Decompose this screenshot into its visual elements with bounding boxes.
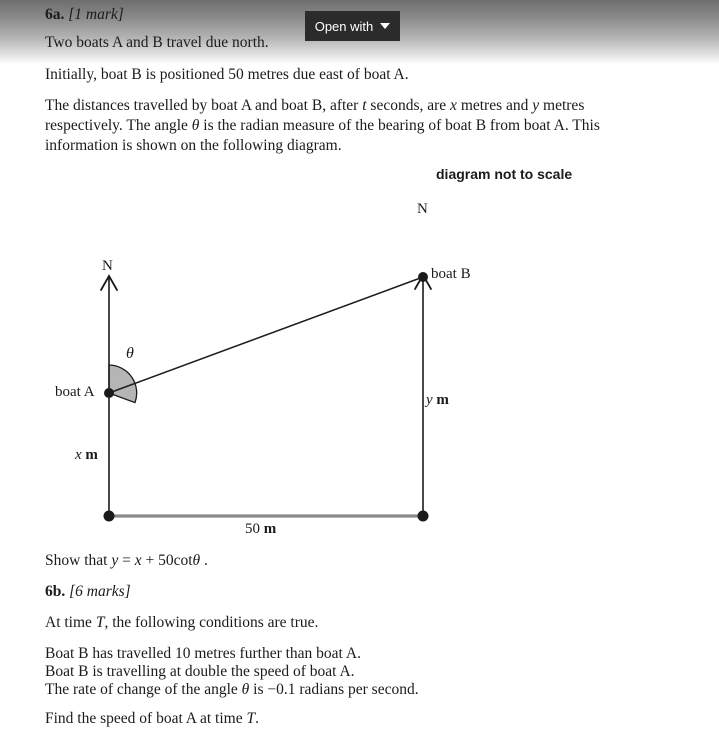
north-label-a: N (102, 258, 113, 274)
show-equals: = (118, 552, 135, 569)
find-suffix: . (255, 710, 259, 727)
part-a-marks: [1 mark] (68, 6, 124, 23)
distances-text-7: information is shown on the following diagram. (45, 137, 342, 154)
condition-var-theta: θ (241, 681, 250, 698)
at-time-suffix: , the following conditions are true. (104, 614, 319, 631)
part-b-marks: [6 marks] (69, 583, 131, 600)
open-with-button[interactable] (305, 11, 400, 41)
at-time-prefix: At time (45, 614, 96, 631)
part-a-number: 6a. (45, 6, 65, 23)
part-b-number: 6b. (45, 583, 66, 600)
condition-3-prefix: The rate of change of the angle (45, 681, 242, 698)
var-x: x (450, 97, 457, 114)
show-var-theta: θ (192, 552, 201, 569)
boat-a-point (104, 388, 114, 398)
boat-a-label: boat A (55, 384, 95, 400)
part-b-heading (45, 582, 131, 602)
chevron-down-icon (380, 23, 390, 29)
condition-1: Boat B has travelled 10 metres further than boat A. (45, 645, 361, 662)
distances-text-1: The distances travelled by boat A and boat B, after (45, 97, 363, 114)
distances-paragraph (45, 96, 645, 156)
var-T: T (95, 614, 105, 631)
y-distance-label (426, 392, 449, 409)
x-distance-var: x (75, 447, 82, 463)
x-distance-label (75, 447, 98, 464)
base-distance-value: 50 (245, 521, 260, 537)
var-theta: θ (191, 117, 200, 134)
bearing-diagram (0, 155, 719, 555)
y-distance-var: y (426, 392, 433, 408)
distances-text-6: is the radian measure of the bearing of boat B from boat A. This (199, 117, 600, 134)
show-var-y: y (111, 552, 119, 569)
y-distance-unit: m (436, 392, 449, 408)
diagram-not-to-scale-note: diagram not to scale (436, 166, 573, 182)
condition-2: Boat B is travelling at double the speed of boat A. (45, 663, 355, 680)
origin-point-a (104, 511, 115, 522)
distances-text-5: respectively. The angle (45, 117, 192, 134)
condition-3-suffix: is −0.1 radians per second. (249, 681, 419, 698)
show-that-line (45, 551, 208, 571)
find-prefix: Find the speed of boat A at time (45, 710, 247, 727)
base-distance-unit: m (263, 521, 277, 537)
distances-text-3: metres and (456, 97, 533, 114)
bearing-line-ab (109, 277, 423, 393)
base-distance-label (245, 521, 276, 538)
open-with-label: Open with (314, 18, 374, 34)
find-speed-line (45, 709, 259, 729)
at-time-line (45, 613, 318, 633)
x-distance-unit: m (85, 447, 98, 463)
intro-line: Two boats A and B travel due north. (45, 34, 269, 51)
initial-position-line: Initially, boat B is positioned 50 metres due east of boat A. (45, 66, 409, 83)
diagram-canvas (0, 155, 719, 555)
condition-3 (45, 680, 419, 700)
var-t: t (362, 97, 367, 114)
show-period: . (200, 552, 208, 569)
north-label-b: N (417, 201, 428, 217)
distances-text-2: seconds, are (366, 97, 451, 114)
part-a-heading (45, 5, 124, 25)
boat-b-label: boat B (431, 266, 471, 282)
distances-text-4: metres (539, 97, 585, 114)
show-that-prefix: Show that (45, 552, 112, 569)
origin-point-b (418, 511, 429, 522)
find-var-T: T (246, 710, 256, 727)
var-y: y (532, 97, 540, 114)
show-var-x: x (134, 552, 142, 569)
boat-b-point (418, 272, 428, 282)
angle-theta-label: θ (126, 345, 134, 362)
show-plus-50cot: + 50cot (141, 552, 193, 569)
